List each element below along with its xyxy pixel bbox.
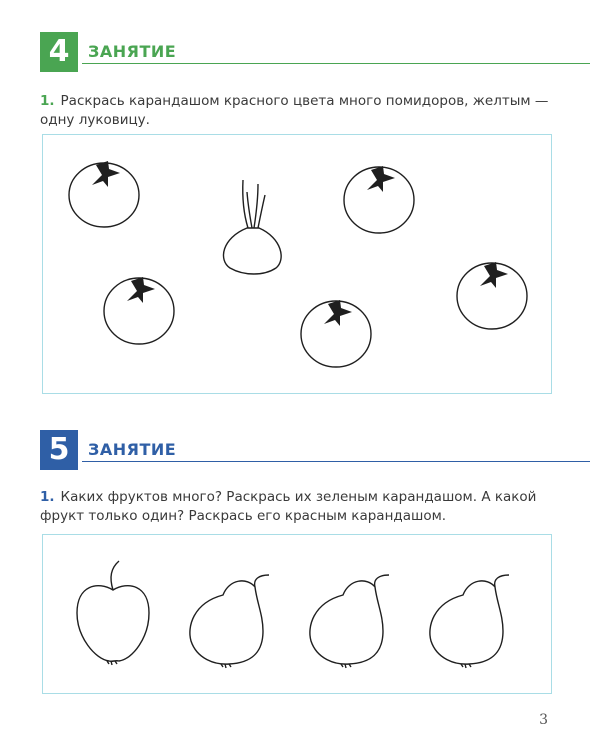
lesson-4-title: ЗАНЯТИЕ	[88, 42, 177, 61]
lesson-5-task	[40, 488, 552, 526]
lesson-5-task-number: 1.	[40, 489, 55, 505]
lesson-4-number-badge: 4	[40, 32, 78, 72]
lesson-5-title: ЗАНЯТИЕ	[88, 440, 177, 459]
tomato-picture[interactable]	[344, 166, 414, 233]
lesson-5-number-badge: 5	[40, 430, 78, 470]
lesson-4-rule	[82, 63, 590, 64]
lesson-4-task-number: 1.	[40, 93, 55, 109]
onion-picture[interactable]	[223, 180, 281, 274]
lesson-5-task-text: Каких фруктов много? Раскрась их зеленым карандашом. А какой фрукт только один? Раскрась его красным карандашом.	[40, 489, 537, 524]
lesson-4-picture-frame	[42, 134, 552, 394]
page-number: 3	[539, 712, 548, 728]
lesson-4-task	[40, 92, 552, 130]
lesson-5-rule	[82, 461, 590, 462]
apple-picture[interactable]	[77, 561, 149, 665]
lesson-5-picture-frame	[42, 534, 552, 694]
lesson-4-task-text: Раскрась карандашом красного цвета много помидоров, желтым — одну луковицу.	[40, 93, 549, 128]
tomato-picture[interactable]	[457, 262, 527, 329]
tomato-picture[interactable]	[104, 277, 174, 344]
pear-picture[interactable]	[310, 575, 389, 668]
tomato-picture[interactable]	[69, 161, 139, 227]
tomato-picture[interactable]	[301, 300, 371, 367]
pear-picture[interactable]	[430, 575, 509, 668]
pear-picture[interactable]	[190, 575, 269, 668]
